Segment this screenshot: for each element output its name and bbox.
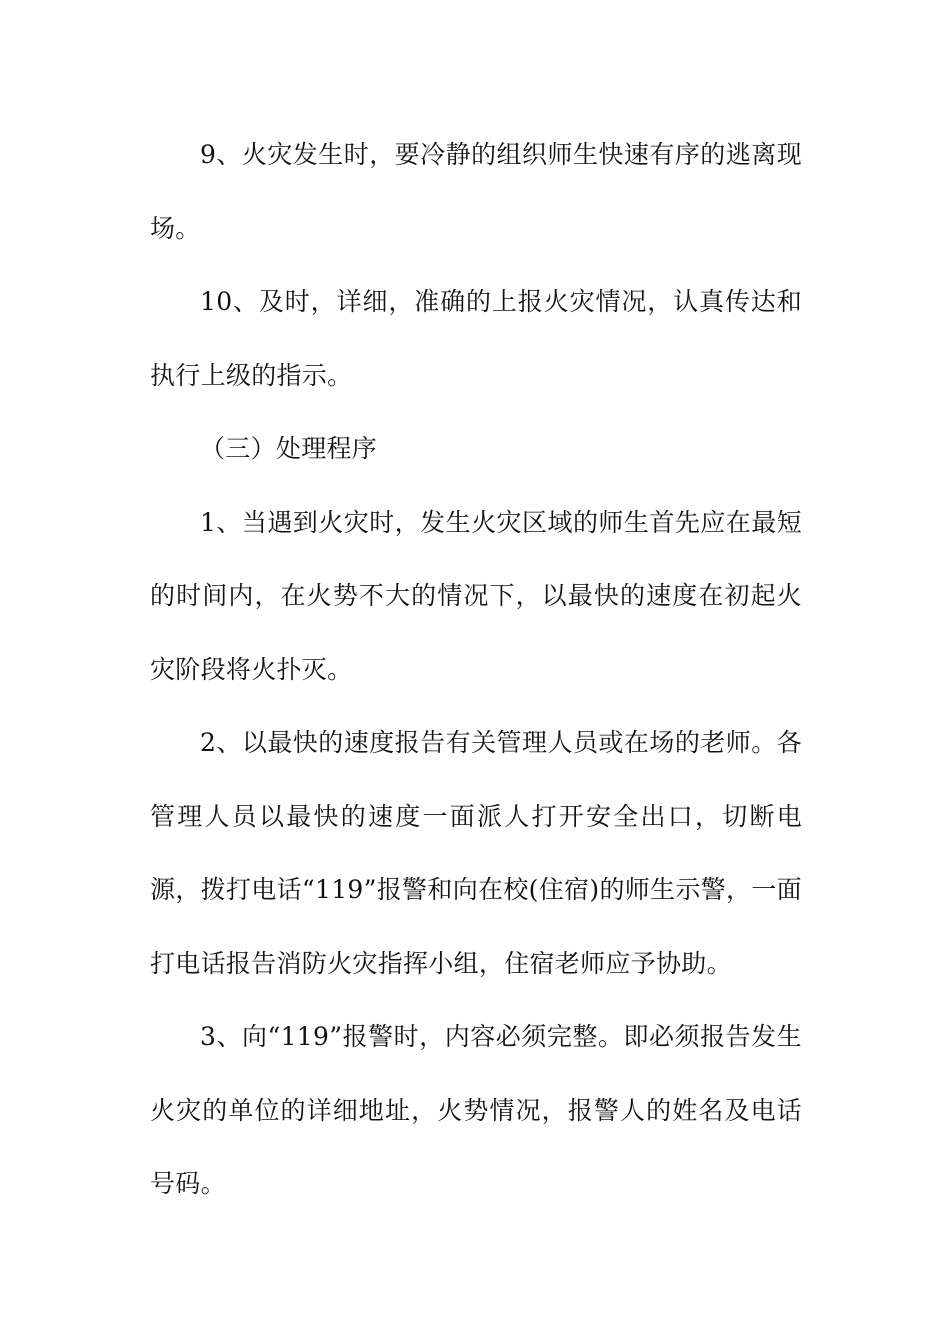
section-heading: （三）处理程序	[200, 434, 378, 463]
paragraph-procedure-2: 2、以最快的速度报告有关管理人员或在场的老师。各管理人员以最快的速度一面派人打开安全出口，切断电源，拨打电话“119”报警和向在校(住宿)的师生示警，一面打电话报告消防火灾指挥小组，住宿老师应予协助。	[150, 728, 802, 978]
paragraph-procedure-1: 1、当遇到火灾时，发生火灾区域的师生首先应在最短的时间内，在火势不大的情况下，以最快的速度在初起火灾阶段将火扑灭。	[150, 507, 802, 684]
paragraph-procedure-3: 3、向“119”报警时，内容必须完整。即必须报告发生火灾的单位的详细地址，火势情况，报警人的姓名及电话号码。	[150, 1022, 802, 1198]
paragraph-item-10: 10、及时，详细，准确的上报火灾情况，认真传达和执行上级的指示。	[150, 287, 802, 390]
paragraph-item-9: 9、火灾发生时，要冷静的组织师生快速有序的逃离现场。	[150, 140, 802, 243]
document-body	[150, 118, 802, 1221]
